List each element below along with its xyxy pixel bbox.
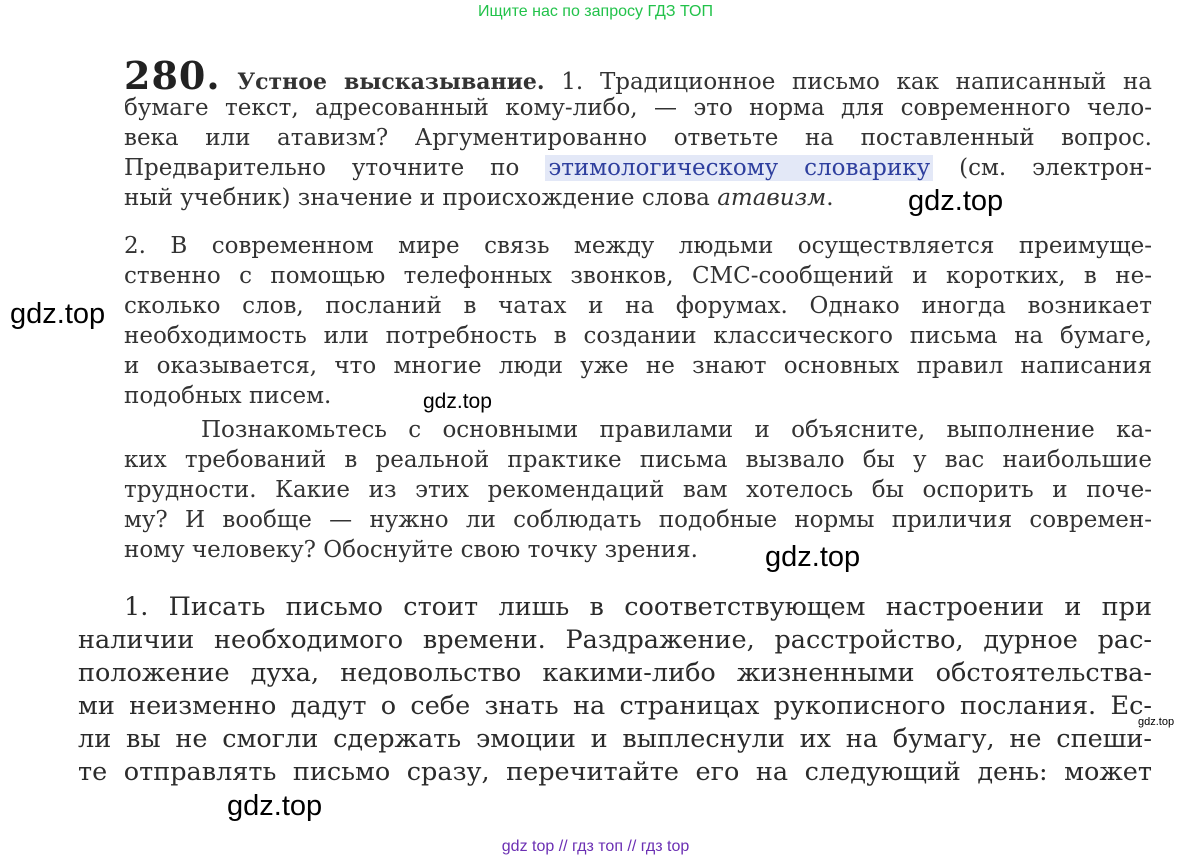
- task-number: 280.: [124, 53, 221, 98]
- task-lead: Устное высказывание.: [237, 69, 545, 95]
- task-line-3: века или атавизм? Аргументированно ответьте на поставленный вопрос.: [124, 125, 1152, 151]
- watermark-1: gdz.top: [908, 185, 1004, 217]
- task-line-4-pre: Предварительно уточните по: [124, 155, 520, 181]
- part2-line-1: 2. В современном мире связь между людьми осуществляется преимуще-: [124, 233, 1152, 259]
- watermark-6: gdz.top: [227, 790, 323, 822]
- term-atavism: атавизм: [717, 185, 827, 211]
- part3-line-5: ному человеку? Обоснуйте свою точку зрения.: [124, 537, 698, 563]
- rules-line-5: ли вы не смогли сдержать эмоции и выплеснули их на бумагу, не спеши-: [78, 724, 1152, 754]
- part3-line-4: му? И вообще — нужно ли соблюдать подобные нормы приличия современ-: [124, 507, 1152, 533]
- task-line-5-pre: ный учебник) значение и происхождение слова: [124, 185, 710, 211]
- top-banner[interactable]: Ищите нас по запросу ГДЗ ТОП: [478, 3, 713, 20]
- footer-links[interactable]: gdz top // гдз топ // гдз top: [501, 838, 690, 855]
- watermark-4: gdz.top: [765, 541, 861, 573]
- task-line-5-dot: .: [826, 185, 834, 211]
- task-line-5: [124, 183, 834, 213]
- part2-line-2: ственно с помощью телефонных звонков, СМС-сообщений и коротких, в не-: [124, 263, 1152, 289]
- rules-line-1: 1. Писать письмо стоит лишь в соответствующем настроении и при: [124, 592, 1152, 622]
- part2-line-3: сколько слов, посланий в чатах и на форумах. Однако иногда возникает: [124, 293, 1152, 319]
- watermark-3: gdz.top: [423, 390, 492, 413]
- task-line-2: бумаге текст, адресованный кому-либо, — это норма для современного чело-: [124, 95, 1152, 121]
- etymology-dictionary-link[interactable]: этимологическому словарику: [545, 155, 933, 181]
- part2-line-6: подобных писем.: [124, 383, 332, 409]
- rules-line-6: те отправлять письмо сразу, перечитайте его на следующий день: может: [78, 757, 1152, 787]
- task-line-4-post: (см. электрон-: [959, 155, 1153, 181]
- part2-line-5: и оказывается, что многие люди уже не знают основных правил написания: [124, 353, 1152, 379]
- part3-line-1: Познакомьтесь с основными правилами и объясните, выполнение ка-: [201, 417, 1152, 443]
- part3-line-2: ких требований в реальной практике письма вызвало бы у вас наибольшие: [124, 447, 1152, 473]
- watermark-5: gdz.top: [1138, 716, 1175, 728]
- rules-line-4: ми неизменно дадут о себе знать на страницах рукописного послания. Ес-: [78, 691, 1152, 721]
- rules-line-2: наличии необходимого времени. Раздражение, расстройство, дурное рас-: [78, 625, 1152, 655]
- watermark-2: gdz.top: [10, 298, 106, 330]
- part3-line-3: трудности. Какие из этих рекомендаций вам хотелось бы оспорить и поче-: [124, 477, 1152, 503]
- task-line-4: [124, 153, 1152, 183]
- part2-line-4: необходимость или потребность в создании классического письма на бумаге,: [124, 323, 1152, 349]
- task-line-1-text: 1. Традиционное письмо как написанный на: [561, 69, 1153, 95]
- rules-line-3: положение духа, недовольство какими-либо жизненными обстоятельства-: [78, 658, 1152, 688]
